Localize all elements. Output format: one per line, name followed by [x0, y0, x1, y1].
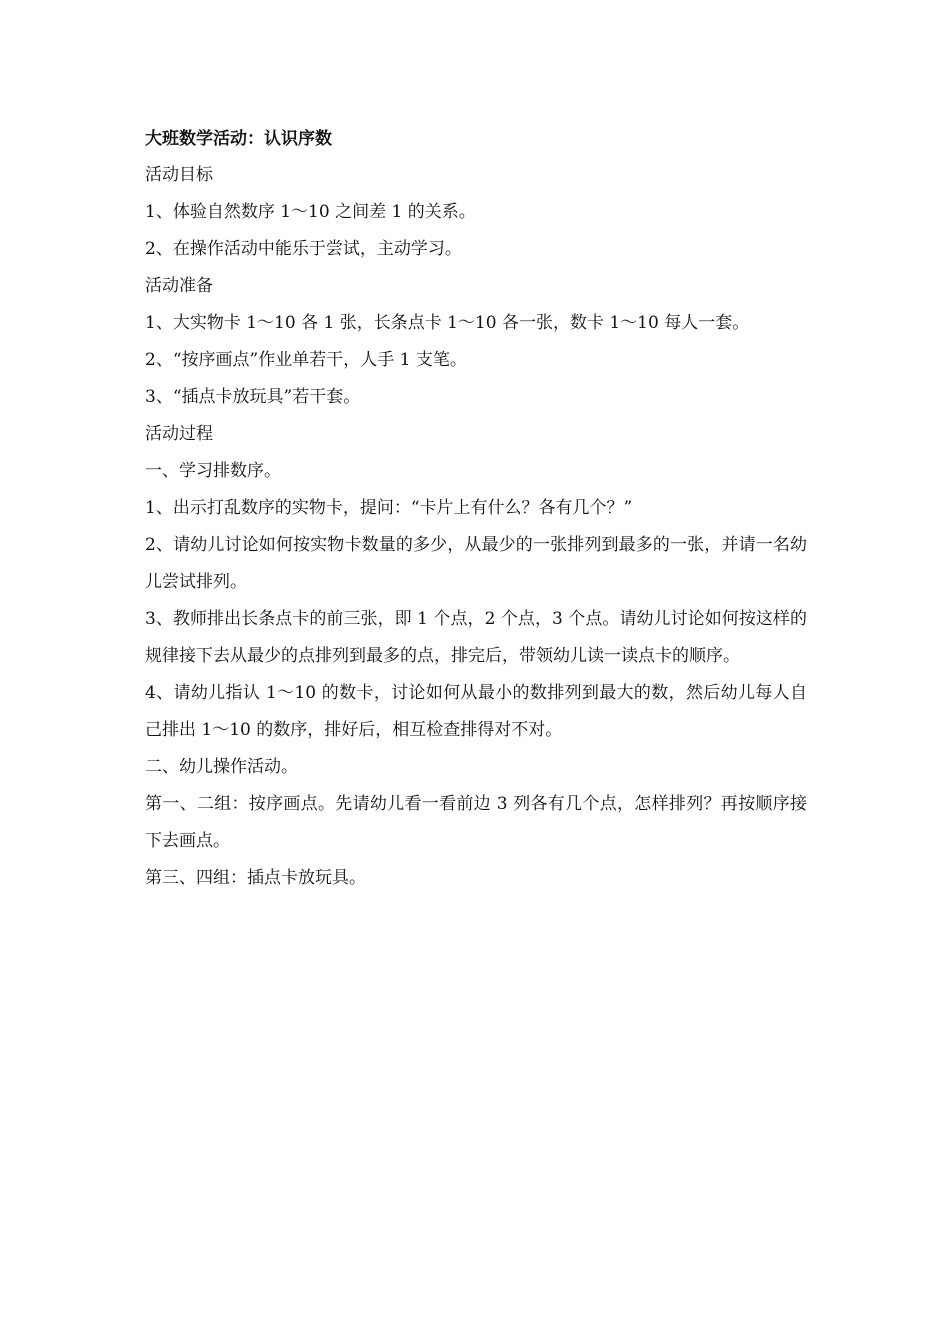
paragraph: 3、“插点卡放玩具”若干套。 [145, 387, 361, 407]
document-title: 大班数学活动：认识序数 [145, 129, 332, 149]
document-body [145, 121, 807, 897]
paragraph: 2、请幼儿讨论如何按实物卡数量的多少，从最少的一张排列到最多的一张，并请一名幼儿尝试排列。 [145, 535, 807, 592]
paragraph: 2、在操作活动中能乐于尝试，主动学习。 [145, 239, 462, 259]
section-heading-preparation: 活动准备 [145, 276, 213, 296]
paragraph: 1、出示打乱数序的实物卡，提问：“卡片上有什么？各有几个？” [145, 498, 633, 518]
paragraph: 1、体验自然数序 1～10 之间差 1 的关系。 [145, 202, 476, 222]
paragraph: 第一、二组：按序画点。先请幼儿看一看前边 3 列各有几个点，怎样排列？再按顺序接下去画点。 [145, 794, 807, 851]
paragraph: 第三、四组：插点卡放玩具。 [145, 868, 366, 888]
paragraph: 4、请幼儿指认 1～10 的数卡，讨论如何从最小的数排列到最大的数，然后幼儿每人自己排出 1～10 的数序，排好后，相互检查排得对不对。 [145, 683, 807, 740]
paragraph: 3、教师排出长条点卡的前三张，即 1 个点，2 个点，3 个点。请幼儿讨论如何按这样的规律接下去从最少的点排列到最多的点，排完后，带领幼儿读一读点卡的顺序。 [145, 609, 807, 666]
section-heading-goals: 活动目标 [145, 165, 213, 185]
paragraph: 二、幼儿操作活动。 [145, 757, 298, 777]
section-heading-process: 活动过程 [145, 424, 213, 444]
paragraph: 一、学习排数序。 [145, 461, 281, 481]
paragraph: 2、“按序画点”作业单若干，人手 1 支笔。 [145, 350, 467, 370]
paragraph: 1、大实物卡 1～10 各 1 张，长条点卡 1～10 各一张，数卡 1～10 每人一套。 [145, 313, 750, 333]
